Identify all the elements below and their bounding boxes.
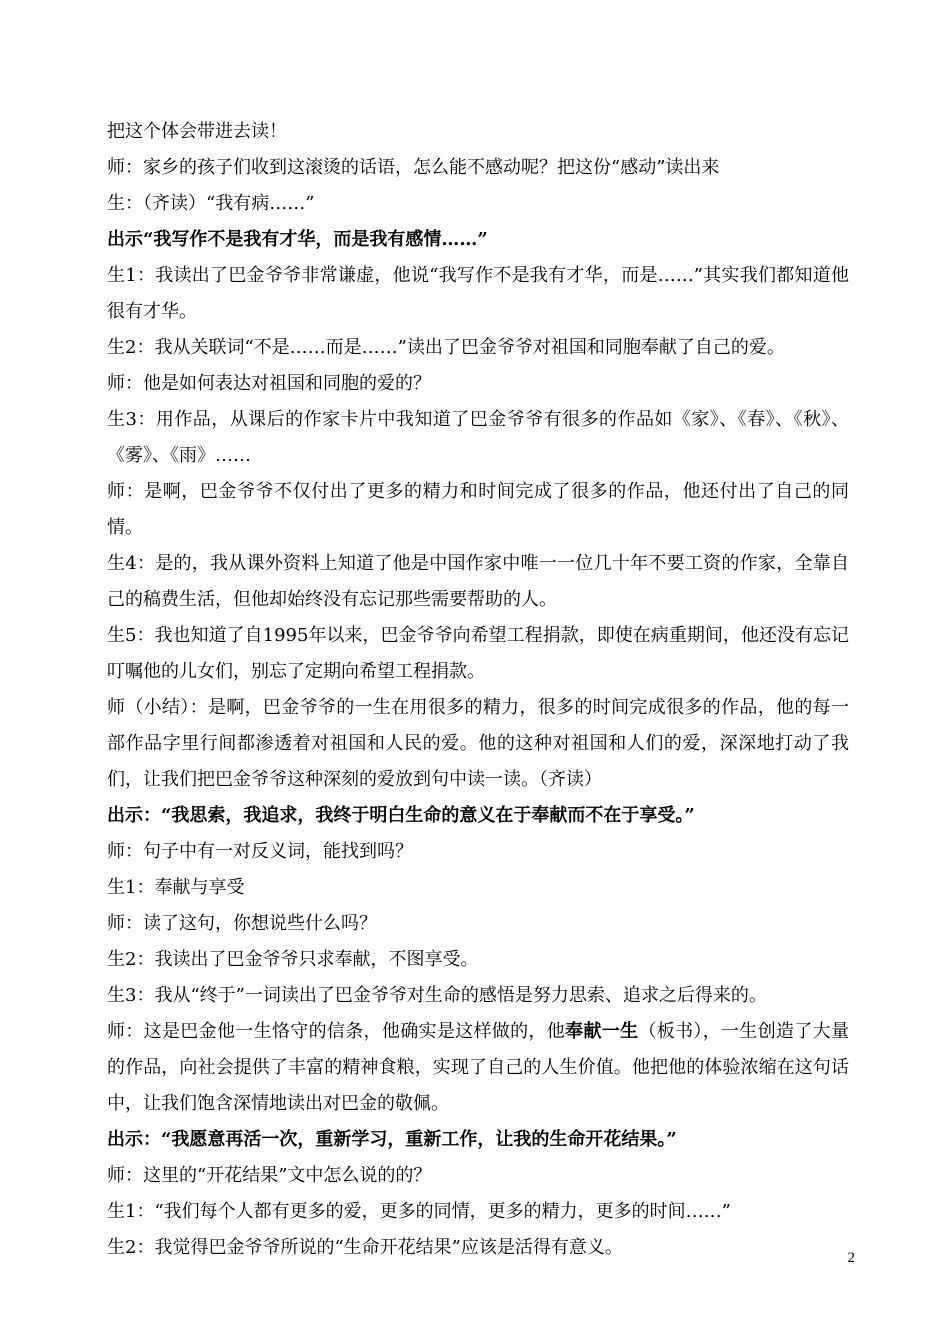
paragraph — [107, 1014, 849, 1122]
paragraph: 师：家乡的孩子们收到这滚烫的话语，怎么能不感动呢？把这份“感动”读出来 — [107, 157, 720, 178]
paragraph-text: 师：这是巴金他一生恪守的信条，他确实是这样做的，他 — [107, 1021, 566, 1042]
paragraph: 生3：我从“终于”一词读出了巴金爷爷对生命的感悟是努力思索、追求之后得来的。 — [107, 985, 767, 1006]
paragraph: 生2：我觉得巴金爷爷所说的“生命开花结果”应该是活得有意义。 — [107, 1237, 623, 1258]
paragraph: 生5：我也知道了自1995年以来，巴金爷爷向希望工程捐款，即使在病重期间，他还没有忘记叮嘱他的儿女们，别忘了定期向希望工程捐款。 — [107, 625, 849, 682]
paragraph: 师：读了这句，你想说些什么吗？ — [107, 913, 377, 934]
paragraph: 生1：我读出了巴金爷爷非常谦虚，他说“我写作不是我有才华，而是……”其实我们都知道他很有才华。 — [107, 265, 849, 322]
paragraph: 把这个体会带进去读！ — [107, 121, 287, 142]
highlighted-quote: 出示：“我愿意再活一次，重新学习，重新工作，让我的生命开花结果。” — [107, 1129, 677, 1150]
paragraph: 师（小结）：是啊，巴金爷爷的一生在用很多的精力，很多的时间完成很多的作品，他的每一部作品字里行间都渗透着对祖国和人民的爱。他的这种对祖国和人们的爱，深深地打动了我们，让我们把巴金爷爷这种深刻的爱放到句中读一读。（齐读） — [107, 697, 849, 790]
paragraph-text: （板书），一生创造了大量的作品，向社会提供了丰富的精神食粮，实现了自己的人生价值。他把他的体验浓缩在这句话中，让我们饱含深情地读出对巴金的敬佩。 — [107, 1021, 850, 1114]
highlighted-quote: 出示：“我思索，我追求，我终于明白生命的意义在于奉献而不在于享受。” — [107, 805, 695, 826]
paragraph: 生4：是的，我从课外资料上知道了他是中国作家中唯一一位几十年不要工资的作家，全靠自己的稿费生活，但他却始终没有忘记那些需要帮助的人。 — [107, 553, 849, 610]
paragraph: 生2：我读出了巴金爷爷只求奉献，不图享受。 — [107, 949, 479, 970]
paragraph: 生3：用作品，从课后的作家卡片中我知道了巴金爷爷有很多的作品如《家》、《春》、《秋》、《雾》、《雨》…… — [107, 409, 849, 466]
paragraph: 生2：我从关联词“不是……而是……”读出了巴金爷爷对祖国和同胞奉献了自己的爱。 — [107, 337, 785, 358]
paragraph: 师：句子中有一对反义词，能找到吗？ — [107, 841, 413, 862]
page-number: 2 — [847, 1250, 855, 1266]
paragraph: 师：他是如何表达对祖国和同胞的爱的？ — [107, 373, 431, 394]
board-note: 奉献一生 — [565, 1021, 639, 1042]
highlighted-quote: 出示“我写作不是我有才华，而是我有感情……” — [107, 229, 488, 250]
paragraph: 师：这里的“开花结果”文中怎么说的的？ — [107, 1165, 432, 1186]
paragraph: 生1：“我们每个人都有更多的爱，更多的同情，更多的精力，更多的时间……” — [107, 1201, 731, 1222]
document-body — [107, 114, 849, 1266]
paragraph: 师：是啊，巴金爷爷不仅付出了更多的精力和时间完成了很多的作品，他还付出了自己的同情。 — [107, 481, 849, 538]
paragraph: 生：（齐读）“我有病……” — [107, 193, 315, 214]
paragraph: 生1：奉献与享受 — [107, 877, 245, 898]
